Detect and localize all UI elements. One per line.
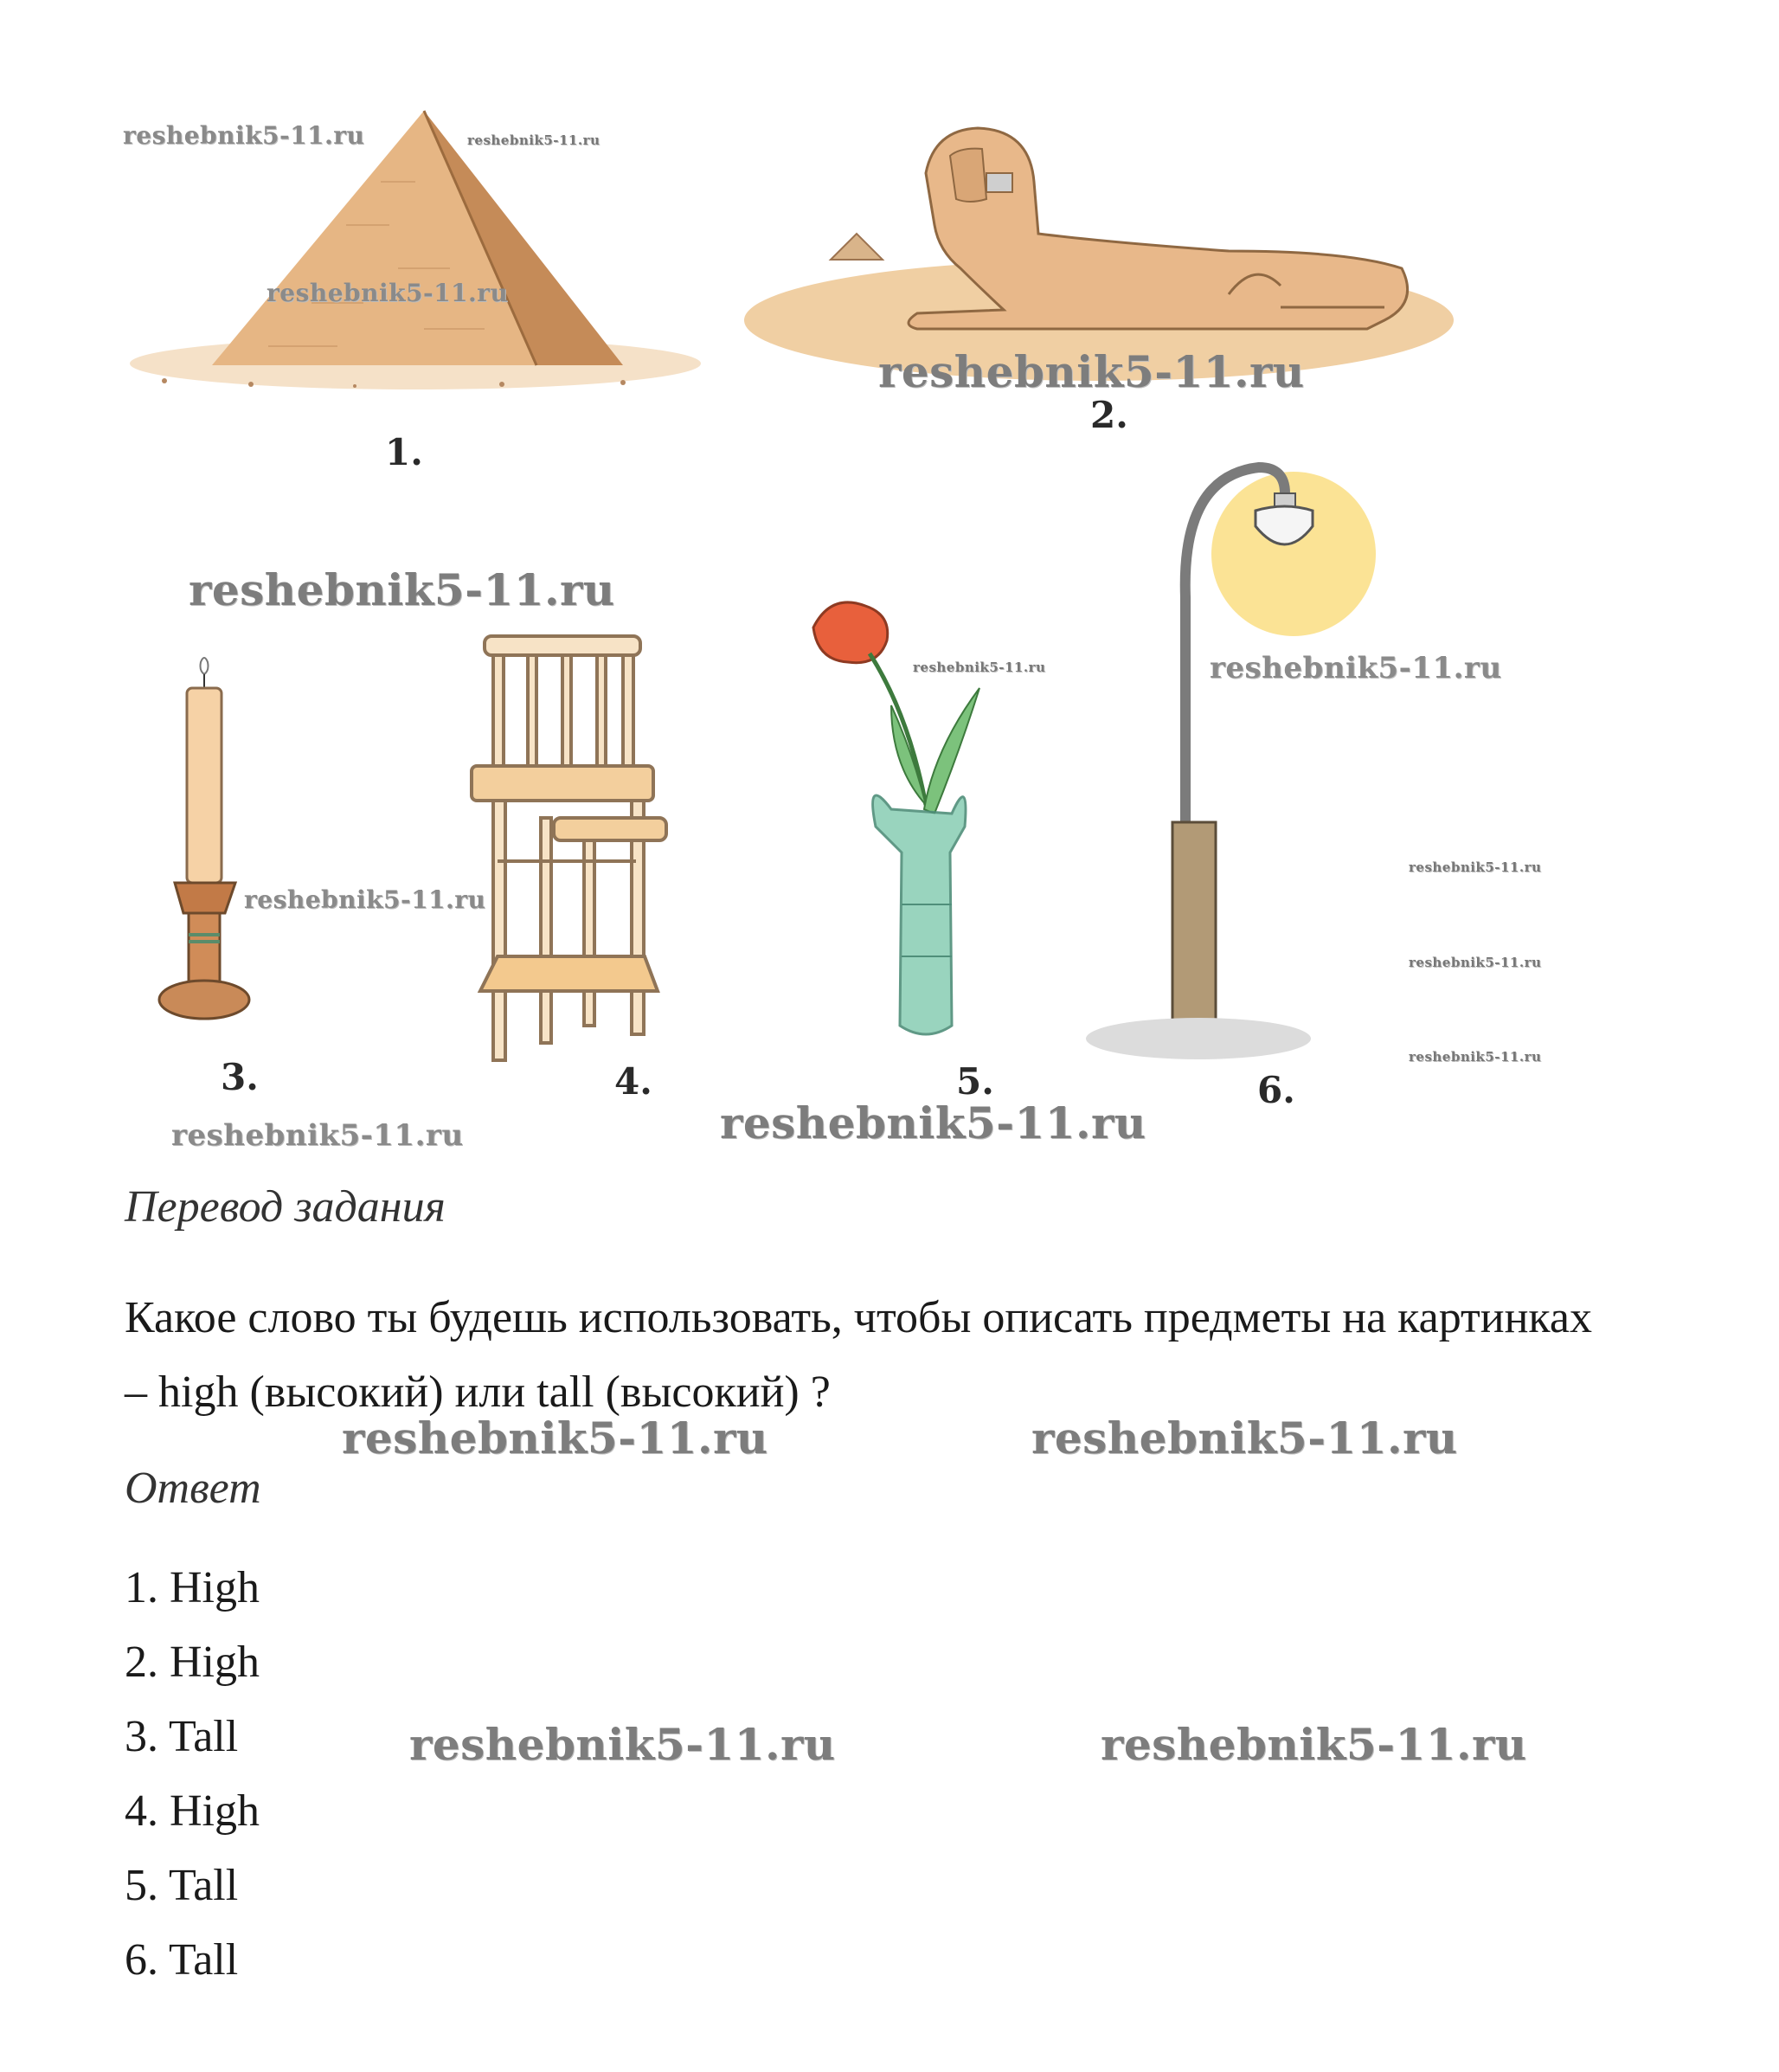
task-text: Какое слово ты будешь использовать, чтобы описать предметы на картинках – high (высокий) или tall (высокий) ?	[125, 1293, 1592, 1417]
watermark: reshebnik5-11.ru	[467, 132, 600, 148]
task-heading: Перевод задания	[125, 1182, 446, 1232]
answer-item: 3. Tall	[125, 1712, 239, 1761]
watermark: reshebnik5-11.ru	[267, 279, 509, 307]
answer-item: 1. High	[125, 1563, 260, 1612]
figure-number: 2.	[1090, 394, 1128, 436]
answer-item: 4. High	[125, 1786, 260, 1836]
answer-heading: Ответ	[125, 1464, 261, 1513]
figure-number: 4.	[614, 1060, 652, 1103]
answer-item: 2. High	[125, 1638, 260, 1687]
watermark: reshebnik5-11.ru	[409, 1719, 836, 1770]
watermark: reshebnik5-11.ru	[123, 121, 365, 150]
watermark: reshebnik5-11.ru	[189, 564, 615, 615]
watermark: reshebnik5-11.ru	[913, 660, 1046, 675]
watermark: reshebnik5-11.ru	[342, 1412, 768, 1464]
figure-number: 5.	[956, 1060, 994, 1103]
street-lamp-icon	[1086, 459, 1415, 1065]
watermark: reshebnik5-11.ru	[1210, 651, 1502, 685]
watermark: reshebnik5-11.ru	[1101, 1719, 1527, 1770]
figure-number: 6.	[1257, 1069, 1295, 1111]
watermark: reshebnik5-11.ru	[244, 885, 486, 914]
answer-item: 6. Tall	[125, 1935, 239, 1985]
watermark: reshebnik5-11.ru	[1409, 1049, 1542, 1065]
watermark: reshebnik5-11.ru	[1031, 1412, 1458, 1464]
watermark: reshebnik5-11.ru	[878, 346, 1305, 397]
high-chair-icon	[446, 619, 679, 1069]
figure-number: 1.	[385, 431, 423, 473]
answer-item: 5. Tall	[125, 1861, 239, 1910]
watermark: reshebnik5-11.ru	[1409, 955, 1542, 970]
watermark: reshebnik5-11.ru	[171, 1118, 464, 1153]
watermark: reshebnik5-11.ru	[1409, 859, 1542, 875]
watermark: reshebnik5-11.ru	[720, 1097, 1146, 1149]
candle-icon	[156, 653, 260, 1026]
figure-number: 3.	[221, 1056, 259, 1098]
